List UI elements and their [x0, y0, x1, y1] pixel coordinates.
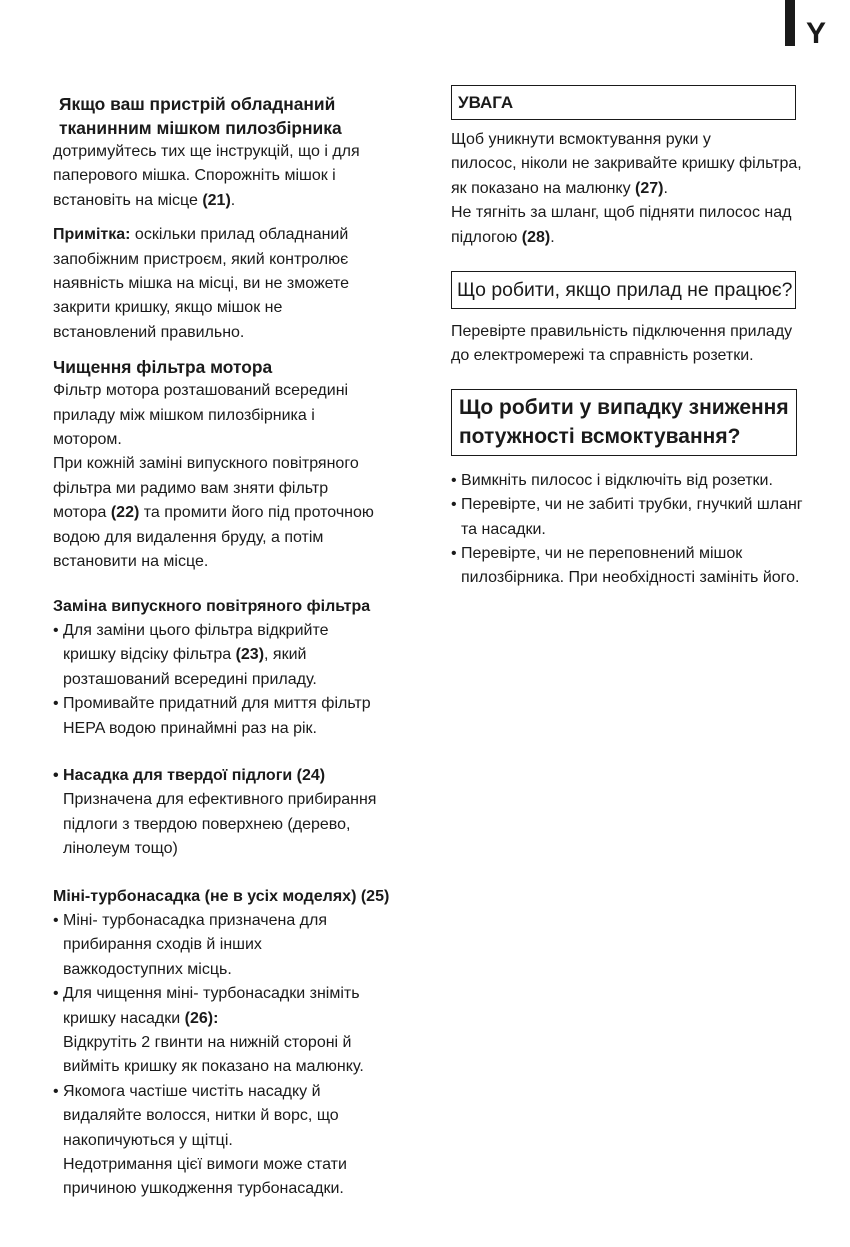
- turbo-bullet: • Міні- турбонасадка призначена для: [53, 911, 328, 929]
- low-suction-section: [451, 469, 816, 591]
- figure-ref: (27): [635, 179, 664, 197]
- note-line: запобіжним пристроєм, який контролює: [53, 250, 349, 268]
- bag-text-line: паперового мішка. Спорожніть мішок і: [53, 167, 336, 185]
- hard-floor-text-line: підлоги з твердою поверхнею (дерево,: [63, 815, 351, 833]
- turbo-text-line: видаляйте волосся, нитки й ворс, що: [63, 1107, 339, 1125]
- turbo-bullet: • Якомога частіше чистіть насадку й: [53, 1082, 321, 1100]
- note-line: закрити кришку, якщо мішок не: [53, 299, 283, 317]
- bag-heading-line-2: тканинним мішком пилозбірника: [59, 118, 342, 138]
- warning-text-line: пилосос, ніколи не закривайте кришку фільтра,: [451, 155, 802, 173]
- turbo-text-line: Відкрутіть 2 гвинти на нижній стороні й: [63, 1034, 352, 1051]
- figure-ref: (23): [235, 646, 265, 664]
- motor-text-line: мотора (22) та промити його під проточною: [53, 504, 374, 522]
- motor-filter-section: [53, 355, 398, 574]
- motor-text-line: встановити на місце.: [53, 553, 209, 571]
- note-label: Примітка:: [53, 226, 131, 244]
- exhaust-text-line: кришку відсіку фільтра (23), який: [63, 646, 307, 664]
- low-suction-bullet: • Вимкніть пилосос і відключіть від розетки.: [451, 471, 773, 489]
- turbo-bullet: • Для чищення міні- турбонасадки зніміть: [53, 985, 360, 1003]
- mini-turbo-section: [53, 885, 398, 1202]
- hard-floor-text-line: лінолеум тощо): [63, 840, 178, 858]
- exhaust-filter-heading: Заміна випускного повітряного фільтра: [53, 597, 371, 615]
- warning-text-line: Щоб уникнути всмоктування руки у: [451, 131, 711, 148]
- low-suction-text-line: та насадки.: [461, 520, 546, 538]
- not-working-title: Що робити, якщо прилад не працює?: [457, 279, 793, 302]
- warning-section: [451, 128, 816, 250]
- turbo-text-line: кришку насадки (26):: [63, 1009, 219, 1027]
- hard-floor-text-line: Призначена для ефективного прибирання: [63, 791, 377, 809]
- motor-text-line: фільтра ми радимо вам зняти фільтр: [53, 479, 329, 497]
- bag-heading-line-1: Якщо ваш пристрій обладнаний: [59, 94, 336, 114]
- low-suction-title-line-2: потужності всмоктування?: [459, 424, 741, 448]
- not-working-section: [451, 320, 816, 369]
- turbo-text-line: вийміть кришку як показано на малюнку.: [63, 1058, 364, 1076]
- bag-text-line: встановіть на місце (21).: [53, 191, 236, 209]
- warning-text-line: Не тягніть за шланг, щоб підняти пилосос над: [451, 204, 792, 222]
- figure-ref: (21): [202, 191, 231, 209]
- left-column: [53, 92, 398, 1202]
- turbo-text-line: причиною ушкодження турбонасадки.: [63, 1180, 344, 1198]
- not-working-title-box: [451, 271, 796, 309]
- hard-floor-section: [53, 764, 398, 862]
- turbo-text-line: важкодоступних місць.: [63, 960, 232, 978]
- note-line: встановлений правильно.: [53, 323, 245, 341]
- exhaust-text-line: розташований всередині приладу.: [63, 670, 317, 688]
- low-suction-bullet: • Перевірте, чи не забиті трубки, гнучкий шланг: [451, 496, 803, 514]
- motor-text-line: водою для видалення бруду, а потім: [53, 528, 324, 546]
- note-line: Примітка: оскільки прилад обладнаний: [53, 226, 349, 244]
- exhaust-bullet: • Для заміни цього фільтра відкрийте: [53, 621, 329, 639]
- motor-text-line: мотором.: [53, 431, 122, 449]
- warning-title-box: [451, 85, 796, 120]
- exhaust-bullet: • Промивайте придатний для миття фільтр: [53, 695, 371, 713]
- warning-text-line: підлогою (28).: [451, 228, 555, 246]
- right-column: [451, 85, 816, 591]
- figure-ref: (22): [110, 504, 140, 522]
- not-working-text-line: Перевірте правильність підключення приладу: [451, 323, 793, 341]
- bag-text-line: дотримуйтесь тих ще інструкцій, що і для: [53, 143, 360, 160]
- low-suction-text-line: пилозбірника. При необхідності замініть його.: [461, 569, 800, 587]
- not-working-text-line: до електромережі та справність розетки.: [451, 347, 754, 365]
- motor-text-line: приладу між мішком пилозбірника і: [53, 406, 315, 424]
- exhaust-text-line: HEPA водою принаймні раз на рік.: [63, 719, 317, 737]
- motor-text-line: При кожній заміні випускного повітряного: [53, 455, 359, 473]
- low-suction-title-line-1: Що робити у випадку зниження: [459, 395, 789, 419]
- motor-text-line: Фільтр мотора розташований всередині: [53, 382, 349, 400]
- warning-text-line: як показано на малюнку (27).: [451, 179, 668, 197]
- mini-turbo-heading: Міні-турбонасадка (не в усіх моделях) (25): [53, 887, 390, 905]
- low-suction-title-box: [451, 389, 797, 456]
- motor-filter-heading: Чищення фільтра мотора: [53, 357, 273, 378]
- turbo-text-line: Недотримання цієї вимоги може стати: [63, 1156, 347, 1174]
- note-line: наявність мішка на місці, ви не зможете: [53, 275, 350, 293]
- note-section: [53, 223, 398, 345]
- low-suction-bullet: • Перевірте, чи не переповнений мішок: [451, 545, 743, 563]
- figure-ref: (26):: [184, 1009, 219, 1027]
- exhaust-filter-section: [53, 595, 398, 741]
- figure-ref: (28): [521, 228, 551, 246]
- hard-floor-heading: • Насадка для твердої підлоги (24): [53, 766, 326, 784]
- warning-title: УВАГА: [458, 93, 514, 112]
- language-tab-bar: [785, 0, 795, 46]
- turbo-text-line: накопичуються у щітці.: [63, 1131, 233, 1149]
- language-tab-letter: Y: [806, 17, 827, 50]
- bag-section: [53, 92, 398, 213]
- turbo-text-line: прибирання сходів й інших: [63, 936, 262, 954]
